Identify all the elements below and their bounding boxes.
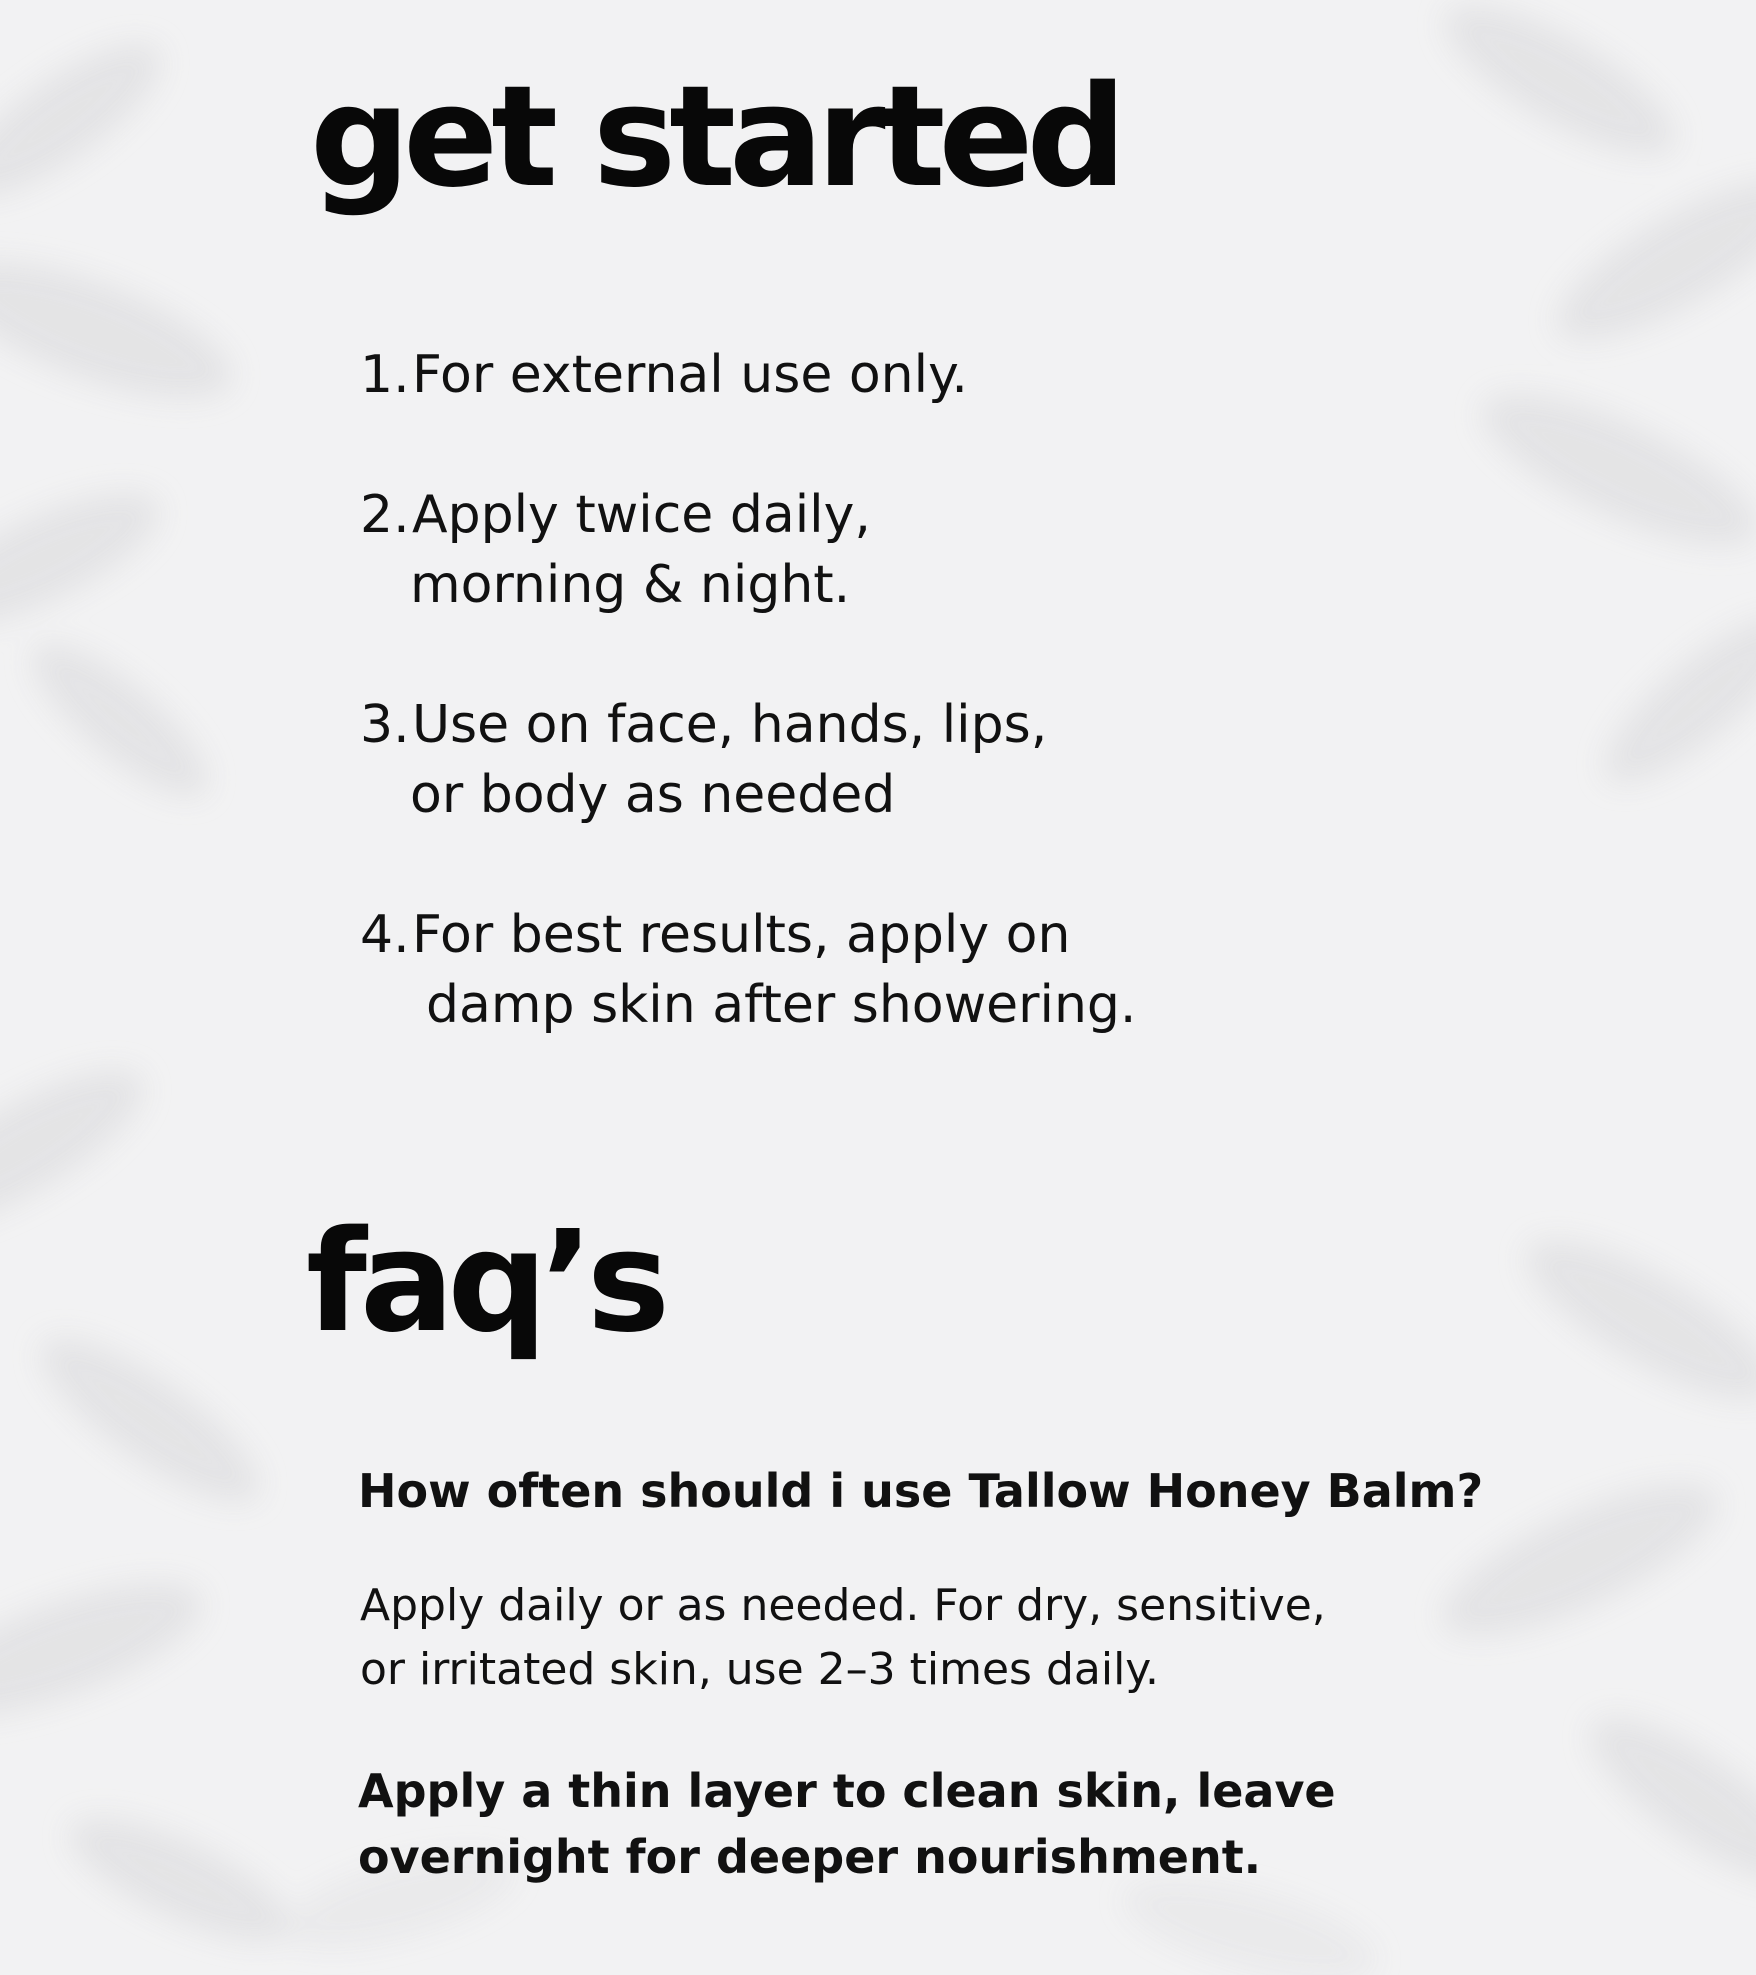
- step-item-4: [360, 900, 1136, 1040]
- step-text-continued: morning & night.: [410, 555, 851, 615]
- step-number: 4.: [360, 905, 410, 965]
- step-number: 2.: [360, 485, 410, 545]
- faq-answer-line: or irritated skin, use 2–3 times daily.: [360, 1644, 1160, 1695]
- faqs-heading: faq’s: [306, 1201, 664, 1364]
- get-started-heading: get started: [310, 56, 1120, 219]
- step-item-2: [360, 480, 871, 620]
- step-number: 1.: [360, 345, 410, 405]
- step-item-1: [360, 340, 968, 410]
- step-number: 3.: [360, 695, 410, 755]
- faq-question: How often should i use Tallow Honey Balm?: [358, 1464, 1484, 1518]
- step-text: Apply twice daily,: [412, 485, 871, 545]
- step-text-continued: damp skin after showering.: [426, 975, 1137, 1035]
- faq-tip: [358, 1758, 1498, 1890]
- step-text-continued: or body as needed: [410, 765, 896, 825]
- faq-answer: [360, 1574, 1500, 1702]
- faq-answer-line: Apply daily or as needed. For dry, sensitive,: [360, 1580, 1326, 1631]
- step-text: For external use only.: [412, 345, 968, 405]
- step-item-3: [360, 690, 1047, 830]
- step-text: For best results, apply on: [412, 905, 1071, 965]
- step-text: Use on face, hands, lips,: [412, 695, 1048, 755]
- faq-tip-line: Apply a thin layer to clean skin, leave: [358, 1764, 1336, 1818]
- faq-tip-line: overnight for deeper nourishment.: [358, 1830, 1262, 1884]
